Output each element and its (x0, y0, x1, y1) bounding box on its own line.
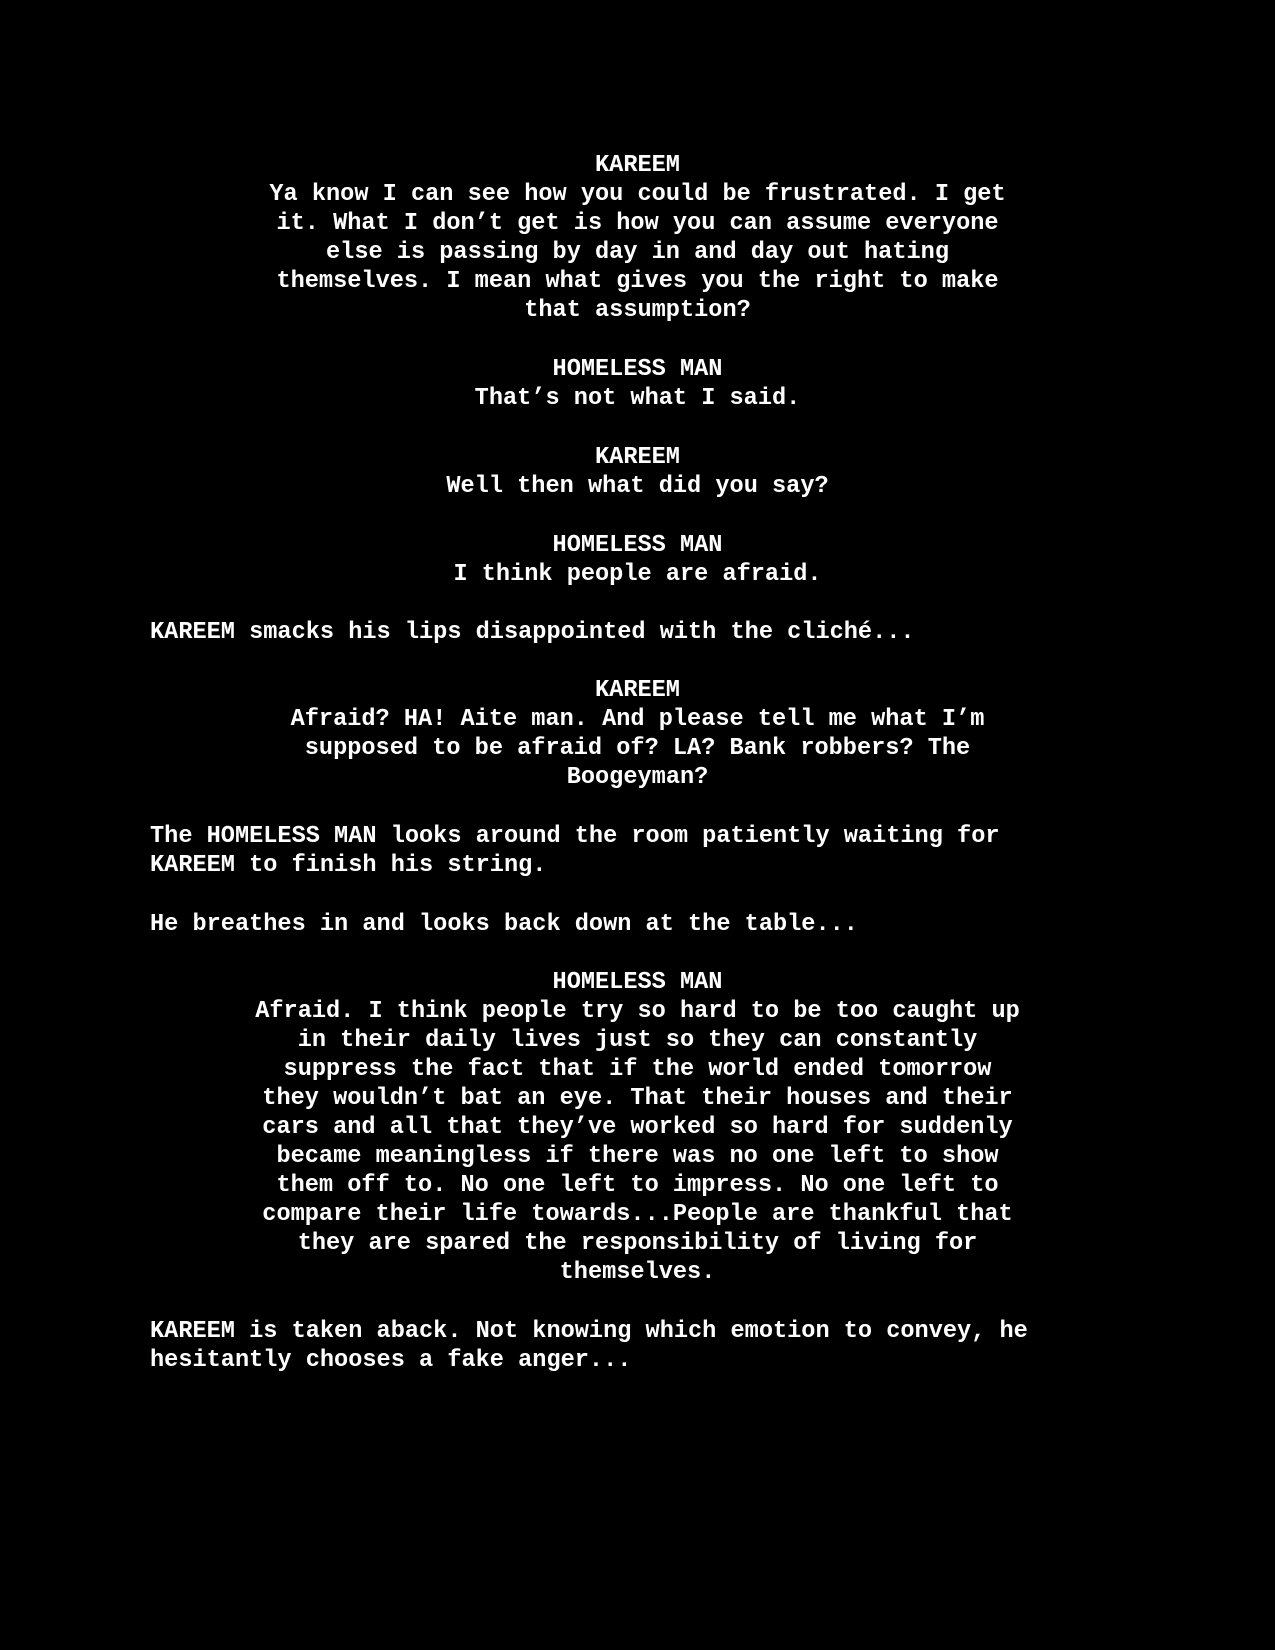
dialogue-line: else is passing by day in and day out hating (326, 239, 949, 266)
action-line: KAREEM is taken aback. Not knowing which emotion to convey, he (150, 1318, 1028, 1345)
character-name: HOMELESS MAN (552, 356, 723, 383)
action-line: The HOMELESS MAN looks around the room patiently waiting for (150, 823, 1000, 850)
action-line: KAREEM to finish his string. (150, 852, 547, 879)
dialogue-line: supposed to be afraid of? LA? Bank robbers? The (304, 735, 971, 762)
dialogue-line: Ya know I can see how you could be frustrated. I get (269, 181, 1006, 208)
dialogue-line: Afraid? HA! Aite man. And please tell me what I’m (290, 706, 985, 733)
dialogue-line: them off to. No one left to impress. No one left to (276, 1172, 999, 1199)
dialogue-line: that assumption? (524, 297, 751, 324)
dialogue-line: became meaningless if there was no one left to show (276, 1143, 999, 1170)
dialogue-line: That’s not what I said. (474, 385, 801, 412)
dialogue-line: themselves. (559, 1259, 716, 1286)
character-name: KAREEM (595, 677, 680, 704)
action-line: hesitantly chooses a fake anger... (150, 1347, 632, 1374)
action-line: He breathes in and looks back down at the table... (150, 911, 858, 938)
dialogue-line: it. What I don’t get is how you can assume everyone (276, 210, 999, 237)
dialogue-line: themselves. I mean what gives you the right to make (276, 268, 999, 295)
character-name: HOMELESS MAN (552, 969, 723, 996)
dialogue-line: Boogeyman? (566, 764, 709, 791)
character-name: KAREEM (595, 444, 680, 471)
dialogue-line: I think people are afraid. (453, 561, 822, 588)
dialogue-line: suppress the fact that if the world ended tomorrow (283, 1056, 992, 1083)
dialogue-line: Afraid. I think people try so hard to be too caught up (255, 998, 1020, 1025)
dialogue-line: compare their life towards...People are thankful that (262, 1201, 1013, 1228)
dialogue-line: they are spared the responsibility of living for (297, 1230, 978, 1257)
dialogue-line: they wouldn’t bat an eye. That their houses and their (262, 1085, 1013, 1112)
character-name: KAREEM (595, 152, 680, 179)
action-line: KAREEM smacks his lips disappointed with the cliché... (150, 619, 915, 646)
dialogue-line: Well then what did you say? (446, 473, 829, 500)
dialogue-line: cars and all that they’ve worked so hard for suddenly (262, 1114, 1013, 1141)
character-name: HOMELESS MAN (552, 532, 723, 559)
dialogue-line: in their daily lives just so they can constantly (297, 1027, 978, 1054)
